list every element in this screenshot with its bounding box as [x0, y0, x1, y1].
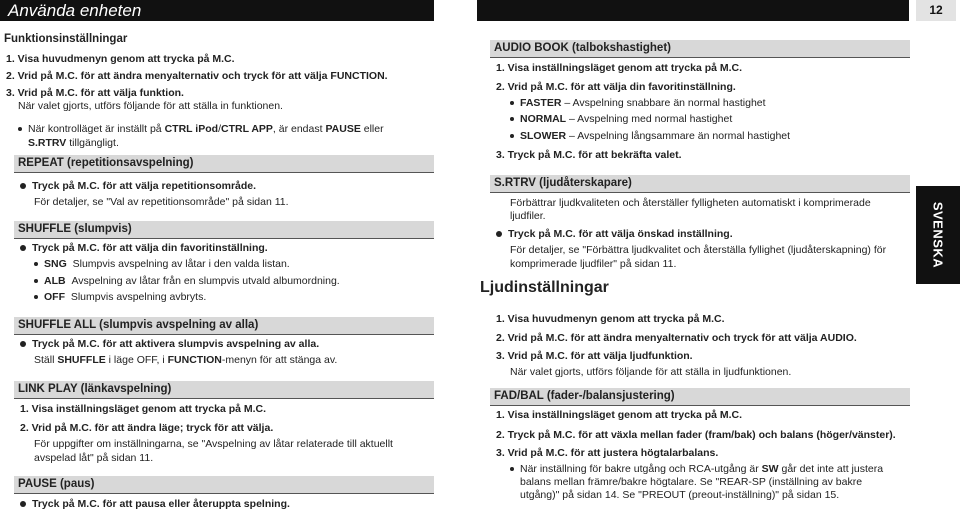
shuffle-all-heading-bar — [14, 317, 434, 335]
bullet-icon — [20, 183, 26, 189]
fad-bal-note-line-1: När inställning för bakre utgång och RCA-utgång är SW går det inte att justera — [510, 463, 883, 476]
link-play-heading: LINK PLAY (länkavspelning) — [18, 383, 172, 395]
audio-book-step-1: 1. Visa inställningsläget genom att trycka på M.C. — [496, 62, 743, 74]
language-tab-label: SVENSKA — [930, 201, 946, 269]
srtrv-heading: S.RTRV (ljudåterskapare) — [494, 177, 632, 189]
repeat-action: Tryck på M.C. för att välja repetitionsområde. — [20, 180, 256, 193]
bullet-icon — [496, 231, 502, 237]
page-header-title: Använda enheten — [8, 1, 142, 20]
bullet-icon — [510, 101, 514, 105]
shuffle-heading-bar — [14, 221, 434, 239]
repeat-detail: För detaljer, se "Val av repetitionsområde" på sidan 11. — [34, 196, 289, 208]
sound-step-3: 3. Vrid på M.C. för att välja ljudfunktion. — [496, 350, 693, 362]
page-number: 12 — [916, 0, 956, 21]
sound-settings-title: Ljudinställningar — [480, 279, 609, 296]
bullet-icon — [510, 117, 514, 121]
link-play-note-line-2: avspelad låt" på sidan 11. — [34, 452, 154, 464]
srtrv-detail-line-2: komprimerade ljudfiler" på sidan 11. — [510, 258, 677, 270]
fad-bal-step-1: 1. Visa inställningsläget genom att trycka på M.C. — [496, 409, 743, 421]
section-title-function-settings: Funktionsinställningar — [4, 33, 128, 45]
page-header-bar — [0, 0, 434, 21]
shuffle-all-note: Ställ SHUFFLE i läge OFF, i FUNCTION-menyn för att stänga av. — [34, 354, 338, 366]
repeat-heading: REPEAT (repetitionsavspelning) — [18, 157, 194, 169]
sound-step-1: 1. Visa huvudmenyn genom att trycka på M.C. — [496, 313, 725, 325]
shuffle-heading: SHUFFLE (slumpvis) — [18, 223, 132, 235]
link-play-note-line-1: För uppgifter om inställningarna, se "Avspelning av låtar relaterade till aktuellt — [34, 438, 393, 450]
fad-bal-heading: FAD/BAL (fader-/balansjustering) — [494, 390, 675, 402]
fad-bal-note-line-3: utgång)" på sidan 14. Se "PREOUT (preout-inställning)" på sidan 15. — [520, 489, 840, 501]
audio-book-heading: AUDIO BOOK (talbokshastighet) — [494, 42, 671, 54]
step-3-note: När valet gjorts, utförs följande för att ställa in funktionen. — [18, 100, 283, 112]
link-play-heading-bar — [14, 381, 434, 399]
audio-book-option-faster: FASTER – Avspelning snabbare än normal hastighet — [510, 97, 766, 110]
shuffle-action: Tryck på M.C. för att välja din favoritinställning. — [20, 242, 268, 255]
sound-step-3-note: När valet gjorts, utförs följande för att ställa in ljudfunktionen. — [510, 366, 792, 378]
pause-action: Tryck på M.C. för att pausa eller återuppta spelning. — [20, 498, 290, 511]
pause-heading-bar — [14, 476, 434, 494]
link-play-step-1: 1. Visa inställningsläget genom att trycka på M.C. — [20, 403, 267, 415]
page-header-bar-right — [477, 0, 909, 21]
srtrv-heading-bar — [490, 175, 910, 193]
fad-bal-heading-bar — [490, 388, 910, 406]
step-1: 1. Visa huvudmenyn genom att trycka på M.C. — [6, 53, 235, 65]
bullet-icon — [510, 467, 514, 471]
shuffle-all-action: Tryck på M.C. för att aktivera slumpvis avspelning av alla. — [20, 338, 319, 351]
sound-step-2: 2. Vrid på M.C. för att ändra menyalternativ och tryck för att välja AUDIO. — [496, 332, 857, 344]
language-tab — [916, 186, 960, 284]
audio-book-step-3: 3. Tryck på M.C. för att bekräfta valet. — [496, 149, 682, 161]
bullet-icon — [34, 279, 38, 283]
fad-bal-step-2: 2. Tryck på M.C. för att växla mellan fader (fram/bak) och balans (höger/vänster). — [496, 429, 896, 441]
bullet-icon — [20, 341, 26, 347]
bullet-icon — [18, 127, 22, 131]
srtrv-detail-line-1: För detaljer, se "Förbättra ljudkvalitet och återställa fyllighet (ljudåterskapning) för — [510, 244, 887, 256]
repeat-heading-bar — [14, 155, 434, 173]
step-3: 3. Vrid på M.C. för att välja funktion. — [6, 87, 184, 99]
srtrv-desc-line-1: Förbättrar ljudkvaliteten och återställer fylligheten automatiskt i komprimerade — [510, 197, 871, 209]
shuffle-option-alb: ALB Avspelning av låtar från en slumpvis utvald albumordning. — [34, 275, 340, 288]
bullet-icon — [20, 245, 26, 251]
audio-book-step-2: 2. Vrid på M.C. för att välja din favoritinställning. — [496, 81, 736, 93]
note-bullet: När kontrolläget är inställt på CTRL iPod/CTRL APP, är endast PAUSE eller — [18, 123, 384, 136]
bullet-icon — [20, 501, 26, 507]
audio-book-option-normal: NORMAL – Avspelning med normal hastighet — [510, 113, 732, 126]
srtrv-desc-line-2: ljudfiler. — [510, 210, 546, 222]
bullet-icon — [34, 295, 38, 299]
shuffle-option-off: OFF Slumpvis avspelning avbryts. — [34, 291, 206, 304]
fad-bal-note-line-2: balans mellan främre/bakre högtalare. Se "REAR-SP (inställning av bakre — [520, 476, 863, 488]
srtrv-action: Tryck på M.C. för att välja önskad inställning. — [496, 228, 733, 241]
bullet-icon — [510, 134, 514, 138]
note-bullet-cont: S.RTRV tillgängligt. — [28, 137, 119, 149]
fad-bal-step-3: 3. Vrid på M.C. för att justera högtalarbalans. — [496, 447, 719, 459]
audio-book-heading-bar — [490, 40, 910, 58]
pause-heading: PAUSE (paus) — [18, 478, 95, 490]
step-2: 2. Vrid på M.C. för att ändra menyalternativ och tryck för att välja FUNCTION. — [6, 70, 388, 82]
shuffle-option-sng: SNG Slumpvis avspelning av låtar i den valda listan. — [34, 258, 290, 271]
bullet-icon — [34, 262, 38, 266]
audio-book-option-slower: SLOWER – Avspelning långsammare än normal hastighet — [510, 130, 790, 143]
shuffle-all-heading: SHUFFLE ALL (slumpvis avspelning av alla) — [18, 319, 259, 331]
link-play-step-2: 2. Vrid på M.C. för att ändra läge; tryck för att välja. — [20, 422, 274, 434]
